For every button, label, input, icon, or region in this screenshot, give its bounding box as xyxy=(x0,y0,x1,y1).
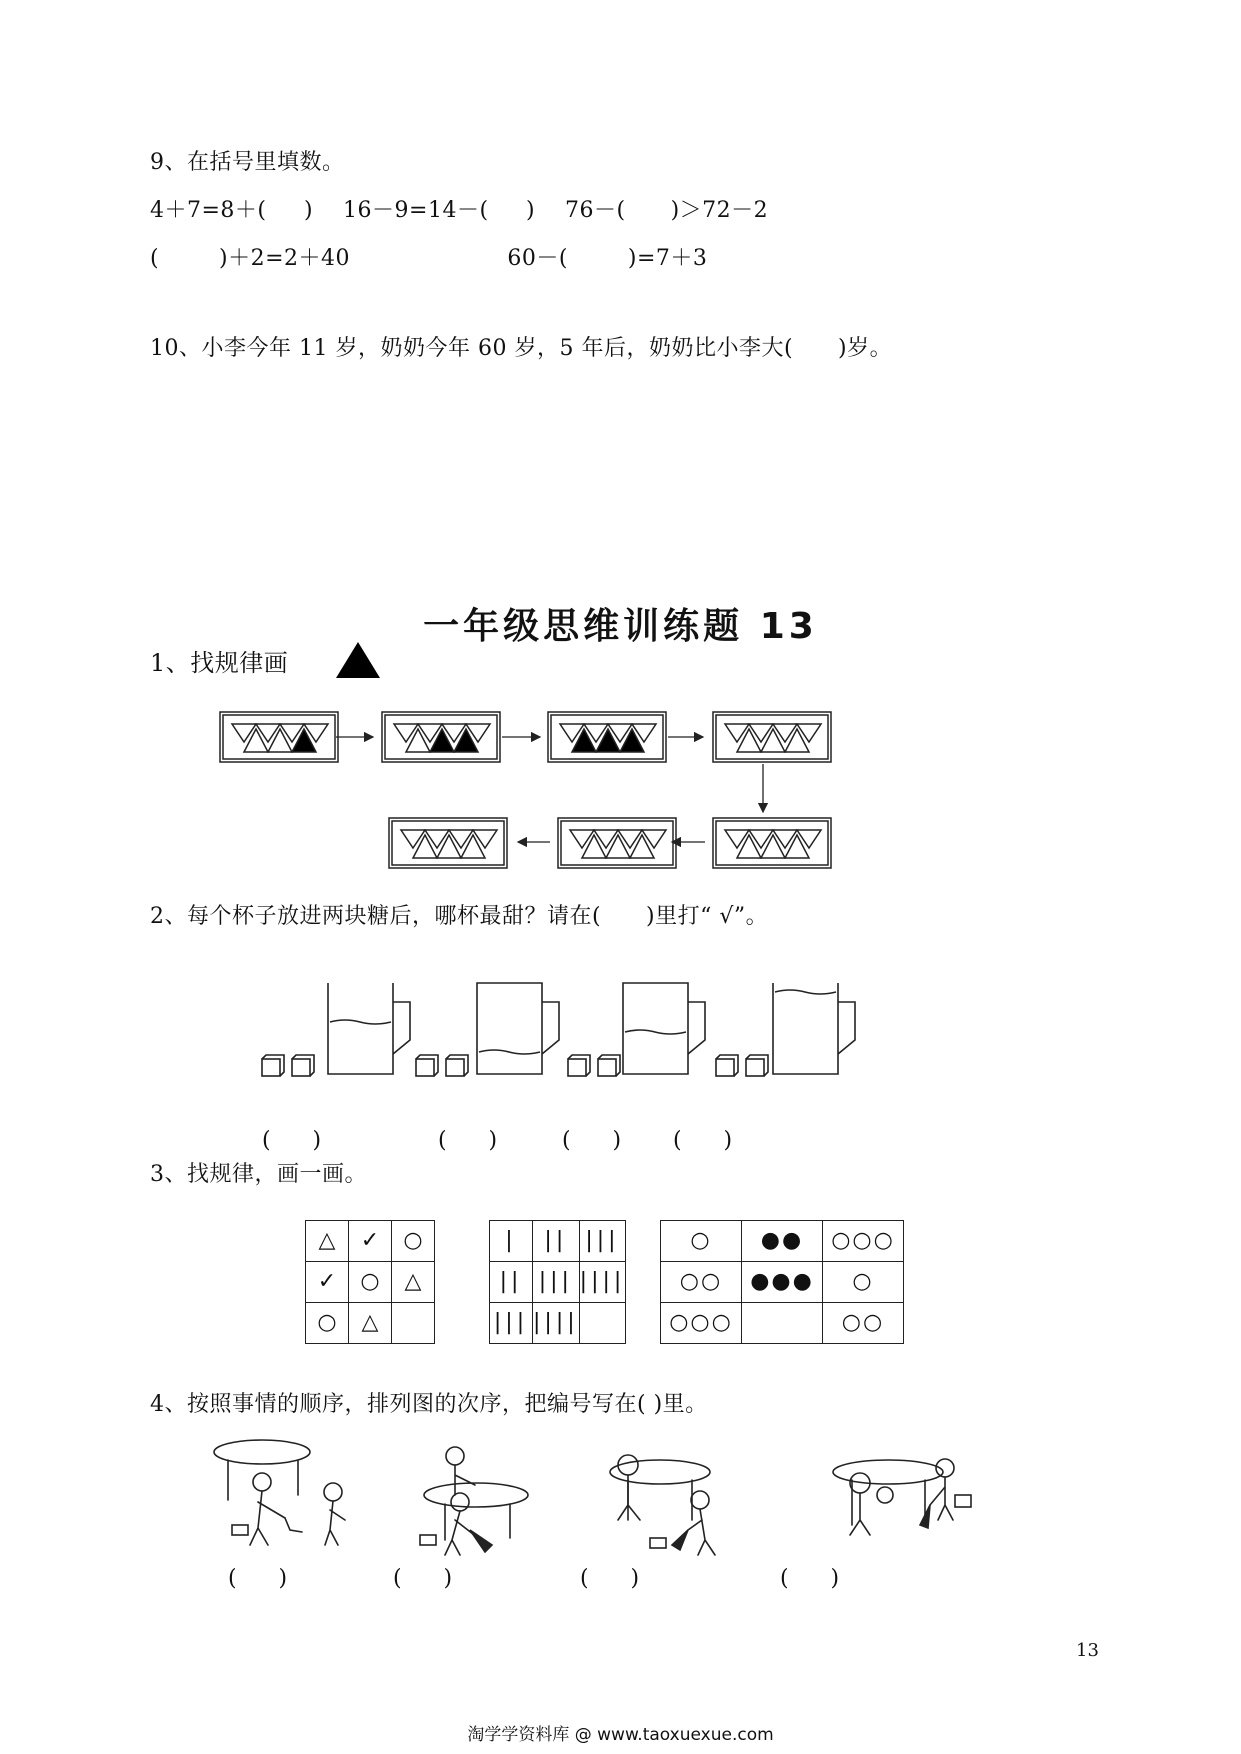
q4-blank-2[interactable]: ( ) xyxy=(393,1566,453,1591)
q1-label: 1、找规律画 xyxy=(150,649,289,677)
q9-title: 9、在括号里填数。 xyxy=(150,150,345,175)
grid2-cell: || xyxy=(533,1221,580,1262)
q2-blank-4[interactable]: ( ) xyxy=(673,1128,733,1153)
grid3-cell: ○○○ xyxy=(661,1303,742,1344)
grid3-cell: ○ xyxy=(823,1262,904,1303)
scene-4-icon xyxy=(833,1459,971,1535)
q3-text: 3、找规律，画一画。 xyxy=(150,1162,367,1187)
grid3-cell: ○○ xyxy=(823,1303,904,1344)
grid2-cell: ||| xyxy=(533,1262,580,1303)
q9-row-2: ( )＋2=2＋40 60－( )=7＋3 xyxy=(150,246,708,271)
scene-1-icon xyxy=(214,1440,345,1545)
q4-blank-1[interactable]: ( ) xyxy=(228,1566,288,1591)
grid1-cell: ✓ xyxy=(349,1221,392,1262)
grid1-cell: ○ xyxy=(306,1303,349,1344)
q2-blank-1[interactable]: ( ) xyxy=(262,1128,322,1153)
page-number: 13 xyxy=(1076,1640,1099,1661)
q2-blank-3[interactable]: ( ) xyxy=(562,1128,622,1153)
q4-text: 4、按照事情的顺序，排列图的次序，把编号写在( )里。 xyxy=(150,1392,708,1417)
grid1-cell: △ xyxy=(349,1303,392,1344)
grid1-cell: ○ xyxy=(392,1221,435,1262)
q4-blank-4[interactable]: ( ) xyxy=(780,1566,840,1591)
grid1-cell: △ xyxy=(392,1262,435,1303)
q2-text: 2、每个杯子放进两块糖后，哪杯最甜？请在( )里打“ √”。 xyxy=(150,904,769,929)
scene-3-icon xyxy=(610,1455,715,1555)
grid3-cell: ○○○ xyxy=(823,1221,904,1262)
grid2-cell: |||| xyxy=(533,1303,580,1344)
grid2-cell: | xyxy=(490,1221,533,1262)
grid2-cell: ||| xyxy=(490,1303,533,1344)
grid1-cell: ✓ xyxy=(306,1262,349,1303)
scene-2-icon xyxy=(420,1447,528,1555)
grid1-cell: ○ xyxy=(349,1262,392,1303)
grid2-cell: || xyxy=(490,1262,533,1303)
q10-text: 10、小李今年 11 岁，奶奶今年 60 岁，5 年后，奶奶比小李大( )岁。 xyxy=(150,336,893,361)
grid3-cell: ○ xyxy=(661,1221,742,1262)
grid1-cell: △ xyxy=(306,1221,349,1262)
section-title: 一年级思维训练题 13 xyxy=(423,606,818,647)
grid3-cell: ○○ xyxy=(661,1262,742,1303)
footer-watermark: 淘学学资料库 @ www.taoxuexue.com xyxy=(467,1725,774,1745)
q2-blank-2[interactable]: ( ) xyxy=(438,1128,498,1153)
q9-row-1: 4＋7=8＋( ) 16－9=14－( ) 76－( )＞72－2 xyxy=(150,198,769,223)
grid3-cell: ●● xyxy=(742,1221,823,1262)
grid3-cell: ●●● xyxy=(742,1262,823,1303)
grid2-cell: |||| xyxy=(579,1262,626,1303)
grid2-cell: ||| xyxy=(579,1221,626,1262)
q4-blank-3[interactable]: ( ) xyxy=(580,1566,640,1591)
